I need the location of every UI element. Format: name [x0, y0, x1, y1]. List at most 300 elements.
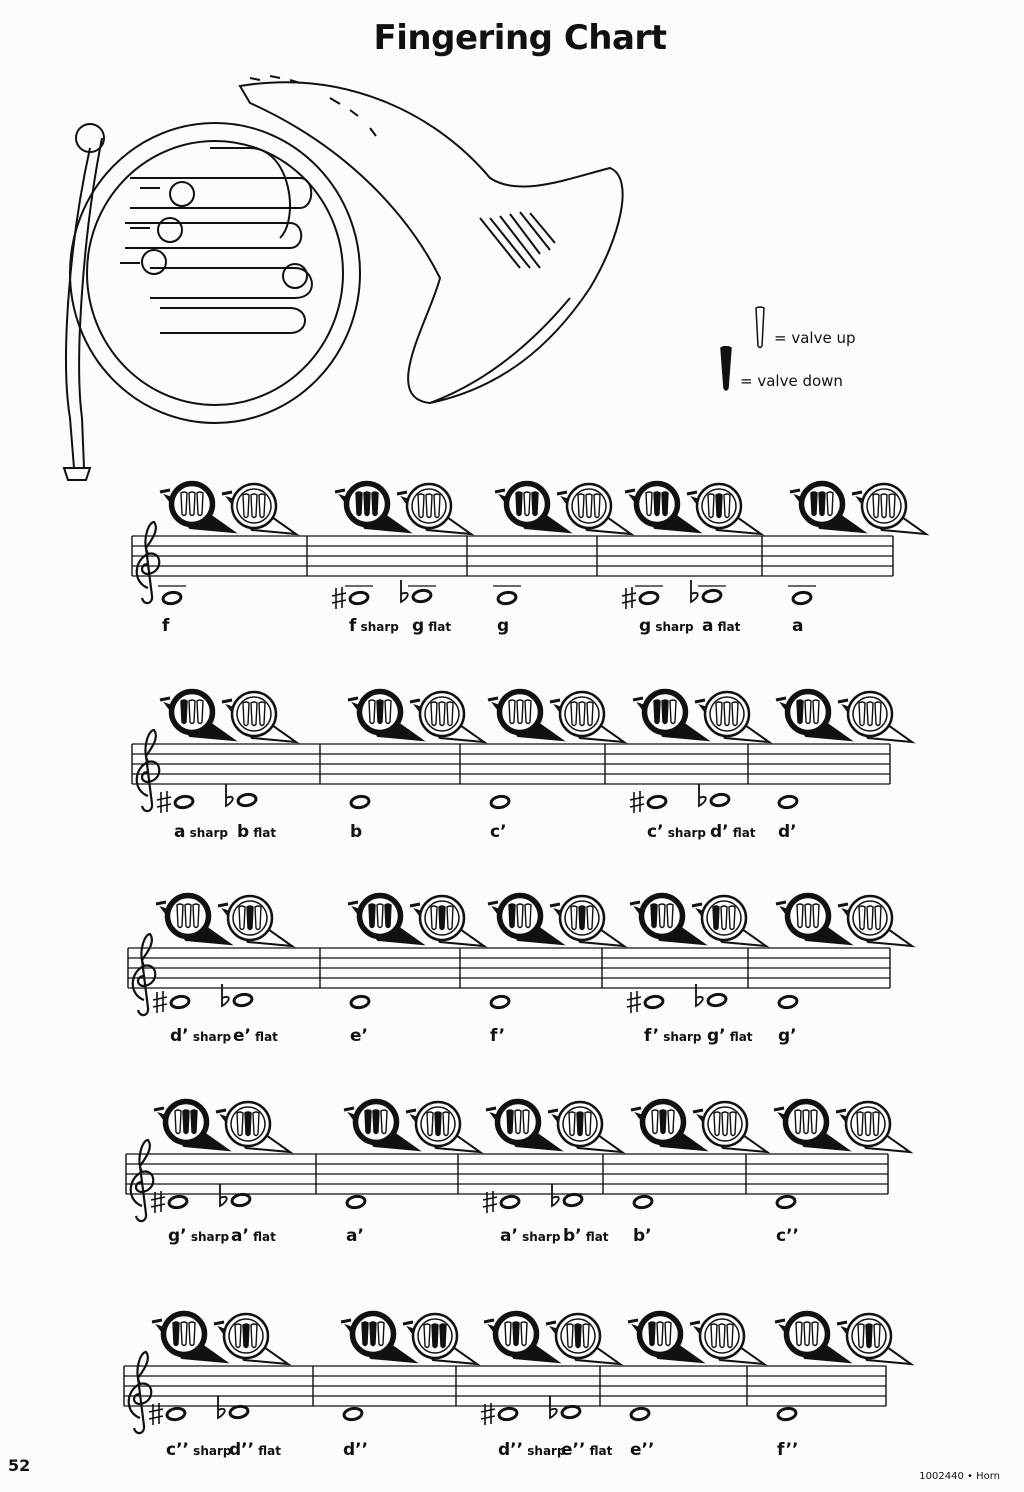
note	[332, 587, 369, 609]
note-label	[350, 1026, 368, 1046]
valve-up-icon	[797, 904, 803, 928]
note-accidental-text: flat	[713, 620, 741, 634]
note	[497, 591, 517, 605]
treble-clef-icon	[133, 934, 156, 1015]
valve-up-icon	[418, 494, 424, 518]
page-number: 52	[8, 1456, 31, 1475]
note-label	[702, 616, 740, 636]
valve-up-icon	[594, 494, 600, 518]
valve-up-icon	[716, 702, 722, 726]
flat-icon	[220, 1184, 227, 1206]
note-name: f’	[490, 1026, 506, 1046]
note-name: e’’	[561, 1440, 586, 1460]
valve-down-icon	[579, 906, 585, 930]
valve-up-icon	[867, 702, 873, 726]
valve-up-icon	[796, 1322, 802, 1346]
page-title: Fingering Chart	[373, 18, 667, 58]
note-name: f	[162, 616, 170, 636]
note-accidental-text: sharp	[189, 1444, 232, 1458]
valve-up-icon	[505, 1322, 511, 1346]
note-label	[644, 1026, 702, 1046]
note-label	[497, 616, 509, 636]
horn-fingering-icon-bflat	[690, 1314, 764, 1364]
valve-up-icon	[813, 904, 819, 928]
valve-up-icon	[181, 492, 187, 516]
horn-fingering-icon-bflat	[410, 692, 484, 742]
valve-down-icon	[432, 1324, 438, 1348]
note-name: a	[174, 822, 186, 842]
valve-up-icon	[521, 1322, 527, 1346]
note	[630, 1407, 650, 1421]
note-label	[174, 822, 228, 842]
valve-up-icon	[668, 1110, 674, 1134]
valve-up-icon	[875, 906, 881, 930]
note	[778, 795, 798, 809]
footer-code: 1002440 • Horn	[919, 1471, 1000, 1482]
valve-up-icon	[585, 1112, 591, 1136]
note-accidental-text: sharp	[356, 620, 399, 634]
valve-up-icon	[447, 906, 453, 930]
note-name: g’	[707, 1026, 726, 1046]
valve-up-icon	[587, 702, 593, 726]
horn-fingering-icon-bflat	[214, 1314, 288, 1364]
valve-up-icon	[657, 1322, 663, 1346]
note-name: b’	[563, 1226, 582, 1246]
valve-up-icon	[719, 1324, 725, 1348]
valve-up-icon	[874, 1324, 880, 1348]
note	[777, 1407, 797, 1421]
treble-clef-icon	[129, 1352, 152, 1433]
note-accidental-text: flat	[725, 1030, 753, 1044]
valve-down-icon	[369, 904, 375, 928]
valve-up-icon	[197, 700, 203, 724]
horn-fingering-icon-bflat	[222, 484, 296, 534]
valve-up-icon	[525, 700, 531, 724]
valve-up-icon	[431, 702, 437, 726]
note-label	[647, 822, 706, 842]
flat-icon	[699, 784, 706, 806]
staff-row	[0, 678, 1024, 868]
valve-up-icon	[381, 1110, 387, 1134]
valve-down-icon	[181, 700, 187, 724]
horn-fingering-icon-bflat	[557, 484, 631, 534]
note-accidental-text: flat	[424, 620, 452, 634]
valve-up-icon	[181, 1322, 187, 1346]
valve-up-icon	[724, 702, 730, 726]
note-name: f’	[644, 1026, 660, 1046]
valve-down-icon	[577, 1112, 583, 1136]
horn-fingering-icon-bflat	[838, 896, 912, 946]
horn-fingering-icon-f	[776, 690, 850, 740]
note	[350, 995, 370, 1009]
valve-up-icon	[571, 906, 577, 930]
note-name: c’	[490, 822, 507, 842]
staff-row	[0, 1088, 1024, 1278]
valve-up-icon	[652, 1110, 658, 1134]
sharp-icon	[627, 991, 641, 1013]
valve-up-icon	[424, 1324, 430, 1348]
horn-fingering-icon-bflat	[403, 1314, 477, 1364]
valve-up-icon	[865, 1112, 871, 1136]
note	[401, 580, 432, 603]
valve-up-icon	[729, 906, 735, 930]
valve-up-icon	[525, 904, 531, 928]
valve-up-icon	[711, 1324, 717, 1348]
valve-up-icon	[867, 906, 873, 930]
note-name: b	[237, 822, 250, 842]
valve-down-icon	[811, 492, 817, 516]
horn-fingering-icon-f	[630, 894, 704, 944]
note-name: d’’	[229, 1440, 255, 1460]
note-accidental-text: flat	[249, 826, 277, 840]
note	[220, 1184, 251, 1207]
horn-fingering-icon-bflat	[695, 692, 769, 742]
note	[157, 791, 194, 813]
valve-down-icon	[183, 1110, 189, 1134]
note	[550, 1396, 581, 1419]
valve-up-icon	[567, 1324, 573, 1348]
staff-svg	[0, 678, 1024, 868]
horn-fingering-icon-f	[488, 690, 562, 740]
valve-up-icon	[189, 1322, 195, 1346]
note-label	[500, 1226, 560, 1246]
valve-up-icon	[859, 702, 865, 726]
note-name: d’’	[498, 1440, 524, 1460]
note	[633, 1195, 653, 1209]
valve-down-icon	[173, 1322, 179, 1346]
valve-up-icon	[659, 904, 665, 928]
horn-fingering-icon-f	[488, 894, 562, 944]
horn-fingering-icon-f	[776, 894, 850, 944]
note-label	[639, 616, 694, 636]
note-accidental-text: flat	[251, 1030, 278, 1044]
note-accidental-text: sharp	[188, 1030, 232, 1044]
valve-up-icon	[859, 906, 865, 930]
valve-up-icon	[803, 1110, 809, 1134]
valve-down-icon	[372, 492, 378, 516]
valve-up-icon	[243, 494, 249, 518]
note	[622, 587, 659, 609]
valve-down-icon	[866, 1324, 872, 1348]
note-accidental-text: sharp	[663, 826, 707, 840]
note-name: a’	[231, 1226, 249, 1246]
valve-up-icon	[795, 1110, 801, 1134]
flat-icon	[401, 580, 408, 602]
valve-up-icon	[571, 702, 577, 726]
valve-up-icon	[385, 700, 391, 724]
valve-down-icon	[716, 494, 722, 518]
valve-up-icon	[177, 904, 183, 928]
note	[490, 995, 510, 1009]
sharp-icon	[332, 587, 346, 609]
valve-up-icon	[805, 700, 811, 724]
note-label	[561, 1440, 612, 1460]
valve-up-icon	[586, 494, 592, 518]
valve-down-icon	[509, 904, 515, 928]
valve-up-icon	[646, 492, 652, 516]
note-name: g	[639, 616, 652, 636]
horn-fingering-icon-f	[160, 482, 234, 532]
sharp-icon	[157, 791, 171, 813]
valve-up-icon	[237, 1112, 243, 1136]
note	[552, 1184, 583, 1207]
note-name: d’	[170, 1026, 189, 1046]
valve-down-icon	[513, 1322, 519, 1346]
valve-up-icon	[426, 494, 432, 518]
valve-up-icon	[721, 906, 727, 930]
note	[490, 795, 510, 809]
valve-up-icon	[377, 904, 383, 928]
note-name: f	[349, 616, 357, 636]
valve-down-icon	[662, 700, 668, 724]
note-label	[498, 1440, 566, 1460]
horn-fingering-icon-f	[160, 690, 234, 740]
valve-down-icon	[245, 1112, 251, 1136]
horn-fingering-icon-bflat	[216, 1102, 290, 1152]
note-label	[170, 1026, 231, 1046]
horn-fingering-icon-f	[484, 1312, 558, 1362]
horn-fingering-icon-f	[344, 1100, 418, 1150]
valve-down-icon	[507, 1110, 513, 1134]
valve-down-icon	[713, 906, 719, 930]
note-label	[490, 822, 507, 842]
note	[691, 580, 722, 603]
valve-up-icon	[434, 494, 440, 518]
flat-icon	[696, 984, 703, 1006]
note-label	[633, 1226, 652, 1246]
horn-fingering-icon-bflat	[222, 692, 296, 742]
valve-up-icon	[812, 1322, 818, 1346]
valve-up-icon	[524, 492, 530, 516]
valve-down-icon	[365, 1110, 371, 1134]
valve-up-icon	[239, 906, 245, 930]
valve-up-icon	[427, 1112, 433, 1136]
note-name: a	[702, 616, 714, 636]
note-name: d’	[778, 822, 797, 842]
valve-down-icon	[364, 492, 370, 516]
valve-down-icon	[440, 1324, 446, 1348]
note	[162, 591, 182, 605]
valve-down-icon	[651, 904, 657, 928]
valve-up-icon	[523, 1110, 529, 1134]
note-accidental-text: flat	[728, 826, 756, 840]
note	[218, 1396, 249, 1419]
valve-down-icon	[385, 904, 391, 928]
note-accidental-text: sharp	[517, 1230, 561, 1244]
note-label	[778, 822, 797, 842]
valve-up-icon	[579, 702, 585, 726]
valve-up-icon	[667, 904, 673, 928]
sharp-icon	[153, 991, 167, 1013]
valve-up-icon	[197, 492, 203, 516]
valve-down-icon	[191, 1110, 197, 1134]
flat-icon	[218, 1396, 225, 1418]
valve-up-icon	[369, 700, 375, 724]
horn-fingering-icon-bflat	[546, 1314, 620, 1364]
note-label	[231, 1226, 276, 1246]
valve-up-icon	[569, 1112, 575, 1136]
valve-up-icon	[515, 1110, 521, 1134]
treble-clef-icon	[137, 730, 160, 811]
note-accidental-text: sharp	[186, 1230, 230, 1244]
valve-up-icon	[727, 1324, 733, 1348]
note-name: c’’	[776, 1226, 799, 1246]
valve-up-icon	[881, 494, 887, 518]
horn-fingering-icon-bflat	[838, 692, 912, 742]
valve-down-icon	[373, 1110, 379, 1134]
flat-icon	[691, 580, 698, 602]
valve-up-icon	[858, 1324, 864, 1348]
horn-fingering-icon-bflat	[692, 896, 766, 946]
note-label	[168, 1226, 229, 1246]
note-name: e’	[350, 1026, 368, 1046]
treble-clef-icon	[131, 1140, 154, 1221]
horn-fingering-icon-f	[774, 1100, 848, 1150]
note-label	[777, 1440, 798, 1460]
valve-up-icon	[665, 1322, 671, 1346]
valve-up-icon	[253, 1112, 259, 1136]
valve-up-icon	[185, 904, 191, 928]
valve-up-icon	[193, 904, 199, 928]
note-label	[707, 1026, 753, 1046]
horn-fingering-icon-f	[633, 690, 707, 740]
horn-fingering-icon-bflat	[687, 484, 761, 534]
valve-up-icon	[517, 700, 523, 724]
note-name: g	[497, 616, 510, 636]
note	[627, 991, 664, 1013]
valve-down-label: = valve down	[740, 372, 843, 390]
horn-fingering-icon-f	[495, 482, 569, 532]
valve-up-icon	[175, 1110, 181, 1134]
horn-fingering-icon-bflat	[548, 1102, 622, 1152]
note-label	[229, 1440, 281, 1460]
valve-up-icon	[670, 700, 676, 724]
note-accidental-text: sharp	[523, 1444, 566, 1458]
note-accidental-text: flat	[254, 1444, 281, 1458]
note-label	[166, 1440, 231, 1460]
note-name: b’	[633, 1226, 652, 1246]
horn-fingering-icon-bflat	[406, 1102, 480, 1152]
note	[153, 991, 190, 1013]
horn-fingering-icon-f	[348, 690, 422, 740]
note-label	[710, 822, 756, 842]
valve-up-icon	[875, 702, 881, 726]
valve-down-icon	[435, 1112, 441, 1136]
horn-fingering-icon-f	[625, 482, 699, 532]
valve-up-icon	[804, 1322, 810, 1346]
valve-up-icon	[251, 494, 257, 518]
note-label	[412, 616, 451, 636]
valve-down-icon	[654, 700, 660, 724]
note-accidental-text: sharp	[185, 826, 228, 840]
valve-down-icon	[819, 492, 825, 516]
valve-up-icon	[714, 1112, 720, 1136]
valve-up-icon	[583, 1324, 589, 1348]
note-label	[563, 1226, 609, 1246]
valve-up-icon	[730, 1112, 736, 1136]
staff-svg	[0, 882, 1024, 1072]
staff-row	[0, 1300, 1024, 1490]
note-name: f’’	[777, 1440, 799, 1460]
horn-fingering-icon-bflat	[693, 1102, 767, 1152]
treble-clef-icon	[137, 522, 160, 603]
valve-down-icon	[243, 1324, 249, 1348]
flat-icon	[552, 1184, 559, 1206]
note-label	[162, 616, 169, 636]
valve-up-icon	[259, 494, 265, 518]
note-name: a’	[500, 1226, 518, 1246]
note	[343, 1407, 363, 1421]
note-label	[350, 822, 362, 842]
note	[778, 995, 798, 1009]
horn-fingering-icon-bflat	[397, 484, 471, 534]
staff-svg	[0, 1088, 1024, 1278]
valve-up-icon	[517, 904, 523, 928]
staff-row	[0, 882, 1024, 1072]
note-name: e’	[233, 1026, 251, 1046]
valve-up-icon	[251, 1324, 257, 1348]
valve-up-icon	[873, 1112, 879, 1136]
horn-fingering-icon-f	[156, 894, 230, 944]
note	[630, 791, 667, 813]
valve-up-label: = valve up	[774, 329, 856, 347]
note-label	[792, 616, 803, 636]
note-name: a	[792, 616, 804, 636]
note-name: d’	[710, 822, 729, 842]
valve-down-icon	[439, 906, 445, 930]
flat-icon	[550, 1396, 557, 1418]
staff-svg	[0, 470, 1024, 660]
note-label	[349, 616, 399, 636]
note-label	[233, 1026, 278, 1046]
valve-down-icon	[797, 700, 803, 724]
valve-up-icon	[827, 492, 833, 516]
note-name: g’	[778, 1026, 797, 1046]
valve-up-icon	[873, 494, 879, 518]
note-name: d’’	[343, 1440, 369, 1460]
note-accidental-text: sharp	[659, 1030, 702, 1044]
note-name: c’’	[166, 1440, 189, 1460]
horn-fingering-icon-f	[348, 894, 422, 944]
valve-up-icon	[447, 702, 453, 726]
horn-fingering-icon-bflat	[837, 1314, 911, 1364]
valve-up-icon	[732, 702, 738, 726]
flat-icon	[222, 984, 229, 1006]
note	[699, 784, 730, 807]
valve-up-icon	[431, 906, 437, 930]
note-accidental-text: sharp	[651, 620, 694, 634]
valve-down-icon	[247, 906, 253, 930]
valve-down-icon	[662, 492, 668, 516]
valve-up-icon	[857, 1112, 863, 1136]
horn-fingering-icon-f	[154, 1100, 228, 1150]
note-accidental-text: flat	[581, 1230, 609, 1244]
valve-down-icon	[575, 1324, 581, 1348]
valve-up-icon	[587, 906, 593, 930]
valve-down-icon	[377, 700, 383, 724]
valve-up-icon	[235, 1324, 241, 1348]
note	[792, 591, 812, 605]
valve-up-icon	[708, 494, 714, 518]
valve-down-icon	[649, 1322, 655, 1346]
valve-up-icon	[509, 700, 515, 724]
note-name: c’	[647, 822, 664, 842]
valve-up-icon	[578, 494, 584, 518]
valve-up-icon	[443, 1112, 449, 1136]
note-label	[490, 1026, 505, 1046]
note	[226, 784, 257, 807]
note	[776, 1195, 796, 1209]
